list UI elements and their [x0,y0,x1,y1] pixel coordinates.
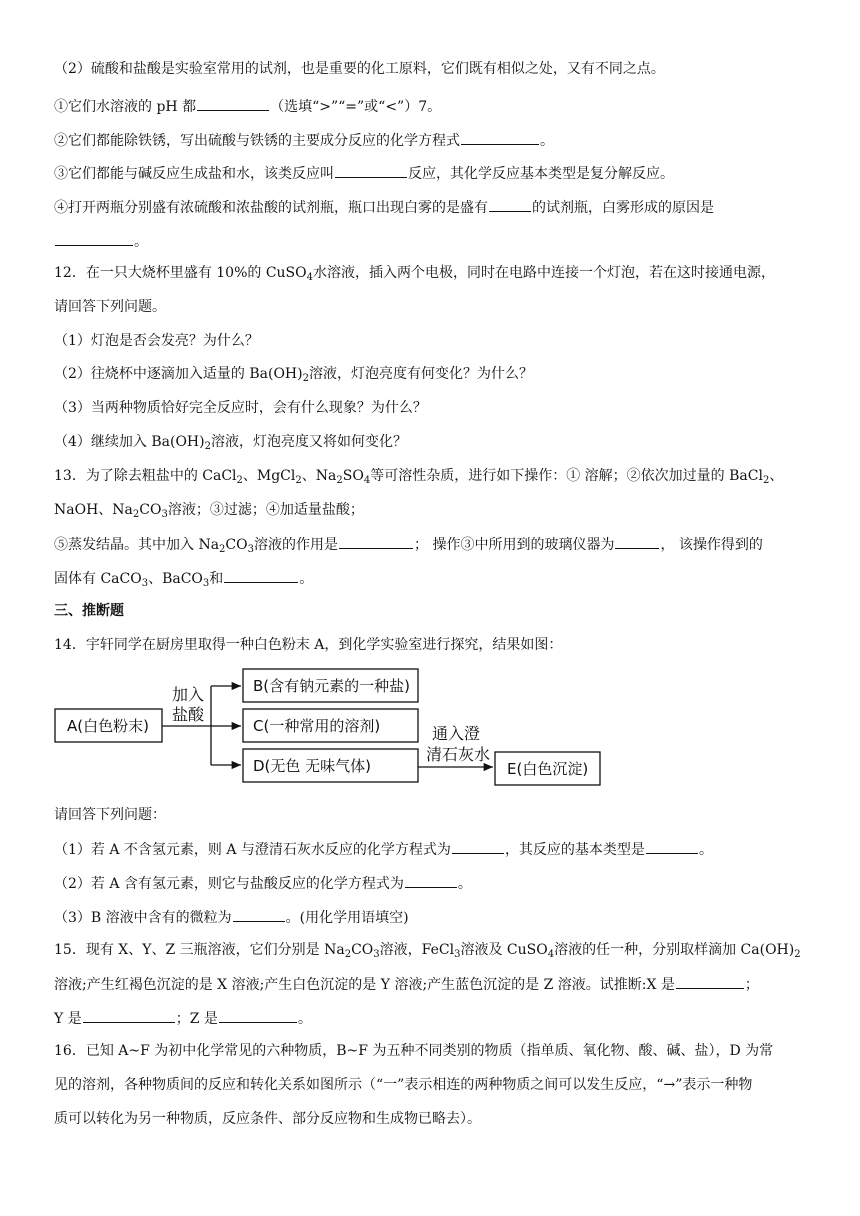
text: 13．为了除去粗盐中的 CaCl [54,468,237,484]
text: ； [744,977,759,993]
q11-2-intro: （2）硫酸和盐酸是实验室常用的试剂，也是重要的化工原料，它们既有相似之处，又有不同之点。 [54,61,665,77]
label-add-1: 加入 [172,685,205,704]
text: ⑤蒸发结晶。其中加入 Na [54,537,220,553]
q14-sub3 [54,906,409,928]
text: ；Z 是 [175,1011,218,1027]
text: SO [342,468,364,484]
text: 的试剂瓶，白雾形成的原因是 [532,200,714,216]
q16-line1: 16．已知 A~F 为初中化学常见的六种物质，B~F 为五种不同类别的物质（指单质、氧化物、酸、碱、盐），D 为常 [54,1043,774,1059]
subscript: 3 [247,544,254,555]
text: ③它们都能与碱反应生成盐和水，该类反应叫 [54,166,334,182]
text: 。 [134,234,148,250]
subscript: 2 [336,475,343,486]
text: ④打开两瓶分别盛有浓硫酸和浓盐酸的试剂瓶，瓶口出现白雾的是盛有 [54,200,488,216]
text: （2）若 A 含有氢元素，则它与盐酸反应的化学方程式为 [54,876,404,892]
text: 等可溶性杂质，进行如下操作：① 溶解；②依次加过量的 BaCl [370,468,763,484]
text: ②它们都能除铁锈，写出硫酸与铁锈的主要成分反应的化学方程式 [54,133,460,149]
label-a: A(白色粉末) [67,717,149,735]
text: （选填“>”“=”或“<”）7。 [270,99,442,115]
text: 和 [209,571,224,587]
subscript: 2 [295,475,302,486]
answer-blank[interactable] [452,838,504,854]
text: CO [139,502,162,518]
text: 、BaCO [148,571,203,587]
text: 溶液的任一种，分别取样滴加 Ca(OH) [554,942,795,958]
subscript: 3 [161,509,168,520]
q15-line3 [54,1007,312,1029]
text: 、 [769,468,784,484]
text: NaOH、Na [54,502,133,518]
text: 。 [698,842,713,858]
text: 反应，其化学反应基本类型是复分解反应。 [408,166,674,182]
text: CO [351,942,374,958]
answer-blank[interactable] [676,973,744,989]
text: （3）B 溶液中含有的微粒为 [54,910,232,926]
subscript: 4 [306,272,314,283]
label-pass-2: 清石灰水 [426,745,491,764]
answer-blank[interactable] [233,906,285,922]
subscript: 4 [363,475,371,486]
section-heading: 三、推断题 [54,603,124,619]
text: （4）继续加入 Ba(OH) [54,434,205,450]
q14-sub1 [54,838,713,860]
text: ， 该操作得到的 [660,537,763,553]
subscript: 2 [344,949,352,960]
subscript: 4 [547,949,555,960]
q14-ask: 请回答下列问题： [54,807,166,823]
text: 、MgCl [242,468,296,484]
subscript: 2 [219,544,226,555]
answer-blank[interactable] [646,838,698,854]
text: 溶液；③过滤；④加适量盐酸； [167,502,364,518]
subscript: 2 [794,949,801,960]
subscript: 3 [141,578,149,589]
subscript: 2 [302,373,309,384]
text: 固体有 CaCO [54,571,142,587]
text: 溶液及 CuSO [460,942,548,958]
text: ，其反应的基本类型是 [504,842,645,858]
q14-line1: 14．宇轩同学在厨房里取得一种白色粉末 A，到化学实验室进行探究，结果如图： [54,637,563,653]
answer-blank[interactable] [83,1007,175,1023]
text: 。 [297,1011,312,1027]
label-c: C(一种常用的溶剂) [253,717,381,735]
label-add-2: 盐酸 [172,705,205,724]
text: Y 是 [54,1011,82,1027]
label-e: E(白色沉淀) [507,760,589,778]
subscript: 2 [204,441,211,452]
text: ①它们水溶液的 pH 都 [54,99,197,115]
text: 水溶液，插入两个电极，同时在电路中连接一个灯泡，若在这时接通电源， [313,265,776,281]
q14-sub2 [54,872,472,894]
subscript: 3 [454,949,461,960]
q16-line3: 质可以转化为另一种物质，反应条件、部分反应物和生成物已略去）。 [54,1111,481,1127]
text: 。 [540,133,554,149]
text: （1）若 A 不含氢元素，则 A 与澄清石灰水反应的化学方程式为 [54,842,451,858]
text: 溶液的作用是 [254,537,338,553]
text: ； 操作③中所用到的玻璃仪器为 [414,537,615,553]
answer-blank[interactable] [405,872,457,888]
label-pass-1: 通入澄 [432,724,481,743]
text: 溶液;产生红褐色沉淀的是 X 溶液;产生白色沉淀的是 Y 溶液;产生蓝色沉淀的是 Z 溶液。试推断:X 是 [54,977,675,993]
q15-line2 [54,973,759,995]
q12-sub1: （1）灯泡是否会发亮？为什么？ [54,333,259,349]
text: 溶液，FeCl [379,942,455,958]
answer-blank[interactable] [219,1007,297,1023]
text: （2）往烧杯中逐滴加入适量的 Ba(OH) [54,366,303,382]
q12-sub3: （3）当两种物质恰好完全反应时，会有什么现象？为什么？ [54,400,427,416]
subscript: 3 [202,578,210,589]
q12-line2: 请回答下列问题。 [54,299,166,315]
text: 12．在一只大烧杯里盛有 10%的 CuSO [54,265,307,281]
text: 溶液，灯泡亮度又将如何变化？ [210,434,407,450]
text: 、Na [301,468,337,484]
text: 。 [457,876,472,892]
subscript: 2 [236,475,243,486]
subscript: 3 [373,949,380,960]
text: 溶液，灯泡亮度有何变化？为什么？ [308,366,533,382]
subscript: 2 [132,509,140,520]
text: 。(用化学用语填空) [285,910,409,926]
text: 15．现有 X、Y、Z 三瓶溶液，它们分别是 Na [54,942,345,958]
subscript: 2 [762,475,770,486]
text: 。 [299,571,314,587]
label-d: D(无色 无味气体) [253,757,372,775]
q16-line2: 见的溶剂，各种物质间的反应和转化关系如图所示（“一”表示相连的两种物质之间可以发生反应，“→”表示一种物 [54,1077,753,1093]
q15-line1 [54,940,801,960]
label-b: B(含有钠元素的一种盐) [253,677,410,695]
text: CO [225,537,248,553]
